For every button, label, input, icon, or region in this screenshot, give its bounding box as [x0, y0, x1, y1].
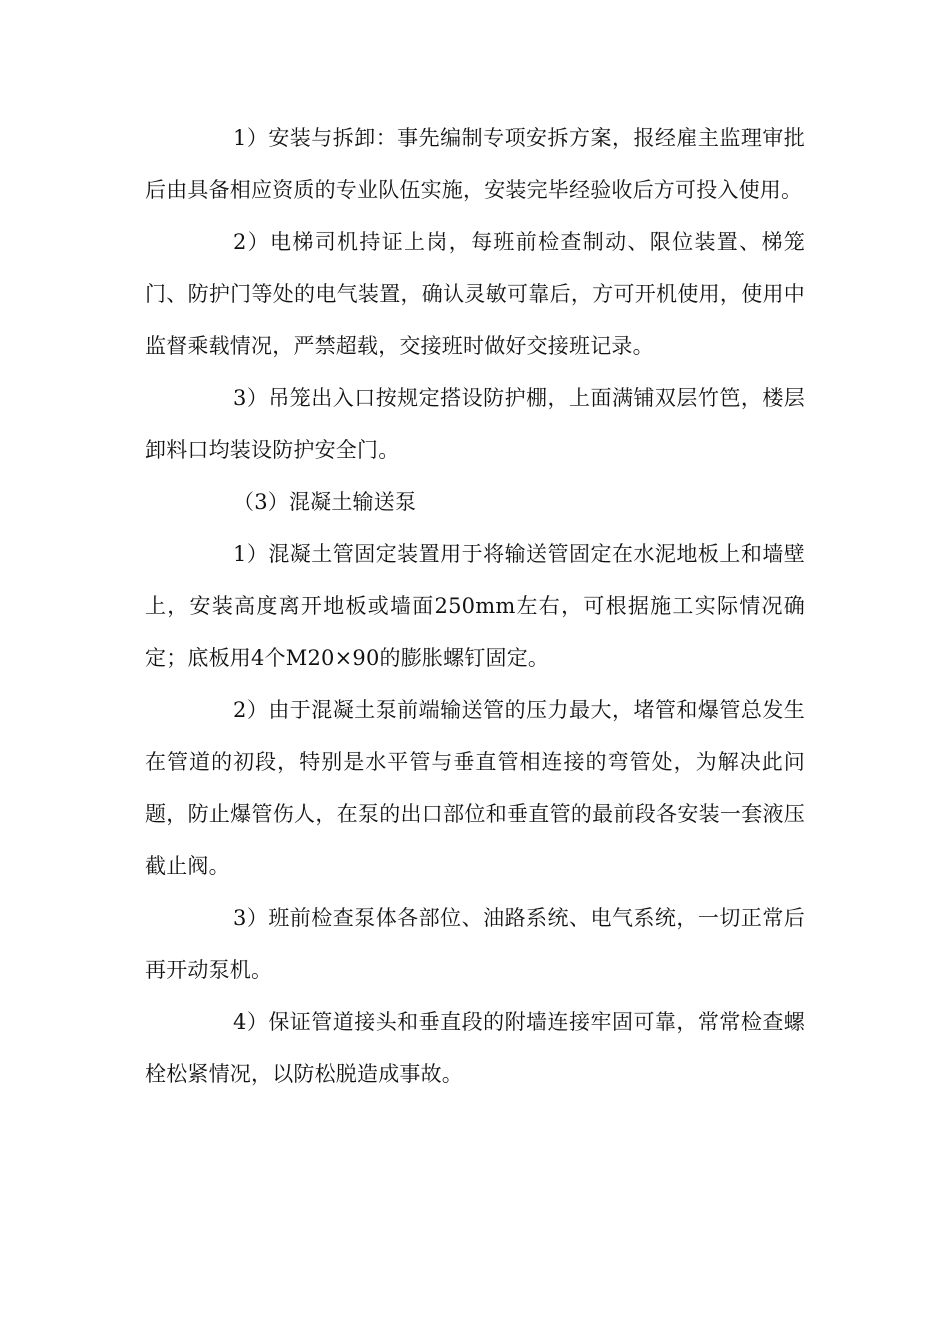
section-heading-concrete-pump: （3）混凝土输送泵	[233, 490, 417, 514]
paragraph-joint-check: 4）保证管道接头和垂直段的附墙连接牢固可靠，常常检查螺栓松紧情况，以防松脱造成事故。	[145, 1010, 805, 1086]
paragraph-hoist-operator: 2）电梯司机持证上岗，每班前检查制动、限位装置、梯笼门、防护门等处的电气装置，确认灵敏可靠后，方可开机使用，使用中监督乘载情况，严禁超载，交接班时做好交接班记录。	[145, 230, 805, 358]
paragraph-pipe-fixing: 1）混凝土管固定装置用于将输送管固定在水泥地板上和墙壁上，安装高度离开地板或墙面250mm左右，可根据施工实际情况确定；底板用4个M20×90的膨胀螺钉固定。	[145, 542, 805, 670]
paragraph-pre-shift-check: 3）班前检查泵体各部位、油路系统、电气系统，一切正常后再开动泵机。	[145, 906, 805, 982]
document-body	[145, 112, 805, 1100]
paragraph-hoist-installation: 1）安装与拆卸：事先编制专项安拆方案，报经雇主监理审批后由具备相应资质的专业队伍实施，安装完毕经验收后方可投入使用。	[145, 126, 805, 202]
paragraph-hoist-protection: 3）吊笼出入口按规定搭设防护棚，上面满铺双层竹笆，楼层卸料口均装设防护安全门。	[145, 386, 805, 462]
paragraph-pressure-valve: 2）由于混凝土泵前端输送管的压力最大，堵管和爆管总发生在管道的初段，特别是水平管与垂直管相连接的弯管处，为解决此问题，防止爆管伤人，在泵的出口部位和垂直管的最前段各安装一套液压截止阀。	[145, 698, 805, 878]
